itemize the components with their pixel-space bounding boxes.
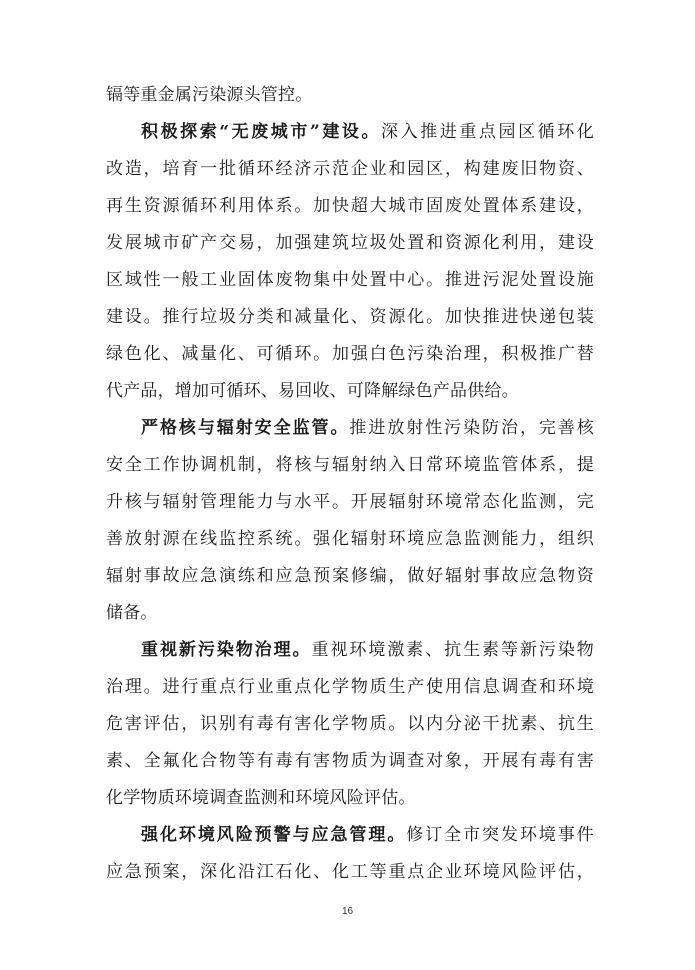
text-run: 重视环境激素、抗生素等新污染物 bbox=[311, 640, 594, 660]
section-heading: 积极探索“无废城市”建设。 bbox=[141, 122, 382, 142]
paragraph-first-line bbox=[141, 825, 594, 845]
section-heading: 强化环境风险预警与应急管理。 bbox=[141, 825, 407, 845]
text-line: 安全工作协调机制，将核与辐射纳入日常环境监管体系，提 bbox=[106, 455, 594, 475]
text-line: 化学物质环境调查监测和环境风险评估。 bbox=[106, 788, 416, 808]
text-line: 应急预案，深化沿江石化、化工等重点企业环境风险评估， bbox=[106, 862, 594, 882]
text-line: 镉等重金属污染源头管控。 bbox=[106, 85, 313, 105]
text-line: 改造，培育一批循环经济示范企业和园区，构建废旧物资、 bbox=[106, 159, 594, 179]
text-line: 绿色化、减量化、可循环。加强白色污染治理，积极推广替 bbox=[106, 344, 594, 364]
text-line: 善放射源在线监控系统。强化辐射环境应急监测能力，组织 bbox=[106, 529, 594, 549]
section-heading: 严格核与辐射安全监管。 bbox=[141, 418, 350, 438]
paragraph-first-line bbox=[141, 640, 594, 660]
text-line: 升核与辐射管理能力与水平。开展辐射环境常态化监测，完 bbox=[106, 492, 594, 512]
text-line: 危害评估，识别有毒有害化学物质。以内分泌干扰素、抗生 bbox=[106, 714, 594, 734]
paragraph-first-line bbox=[141, 418, 594, 438]
text-line: 代产品，增加可循环、易回收、可降解绿色产品供给。 bbox=[106, 381, 519, 401]
text-run: 深入推进重点园区循环化 bbox=[381, 122, 595, 142]
text-line: 建设。推行垃圾分类和减量化、资源化。加快推进快递包装 bbox=[106, 307, 594, 327]
text-line: 再生资源循环利用体系。加快超大城市固废处置体系建设， bbox=[106, 196, 594, 216]
text-line: 治理。进行重点行业重点化学物质生产使用信息调查和环境 bbox=[106, 677, 594, 697]
section-heading: 重视新污染物治理。 bbox=[141, 640, 312, 660]
paragraph-first-line bbox=[141, 122, 594, 142]
text-line: 储备。 bbox=[106, 603, 158, 623]
text-line: 区域性一般工业固体废物集中处置中心。推进污泥处置设施 bbox=[106, 270, 594, 290]
text-line: 辐射事故应急演练和应急预案修编，做好辐射事故应急物资 bbox=[106, 566, 594, 586]
text-line: 素、全氟化合物等有毒有害物质为调查对象，开展有毒有害 bbox=[106, 751, 594, 771]
text-line: 发展城市矿产交易，加强建筑垃圾处置和资源化利用，建设 bbox=[106, 233, 594, 253]
text-run: 推进放射性污染防治，完善核 bbox=[349, 418, 594, 438]
text-run: 修订全市突发环境事件 bbox=[406, 825, 594, 845]
page-number: 16 bbox=[341, 906, 354, 917]
